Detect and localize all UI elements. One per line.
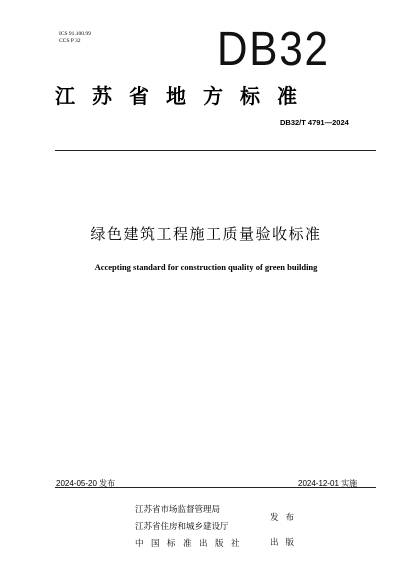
header-divider: [55, 150, 376, 151]
issuing-authorities: [135, 502, 247, 553]
implementation-date: 2024-12-01 实施: [298, 479, 358, 488]
publisher-name: 中国标准出版社: [135, 539, 248, 549]
footer-divider: [55, 487, 376, 488]
classification-codes: [59, 31, 91, 45]
publish-label: 发布: [270, 513, 302, 523]
document-title-english: Accepting standard for construction quality of green building: [94, 262, 318, 272]
ics-code: ICS 91.100.99: [59, 31, 91, 37]
issuer-market-regulation: 江苏省市场监督管理局: [135, 505, 221, 515]
standard-category-title: 江苏省地方标准: [55, 84, 314, 108]
document-title: 绿色建筑工程施工质量验收标准: [90, 225, 322, 243]
issuer-housing-construction: 江苏省住房和城乡建设厅: [135, 522, 229, 532]
standard-number: DB32/T 4791—2024: [280, 118, 349, 127]
press-label: 出版: [270, 538, 302, 548]
issue-date: 2024-05-20 发布: [56, 479, 116, 488]
ccs-code: CCS P 32: [59, 38, 81, 44]
db32-logo: DB32: [217, 23, 330, 76]
